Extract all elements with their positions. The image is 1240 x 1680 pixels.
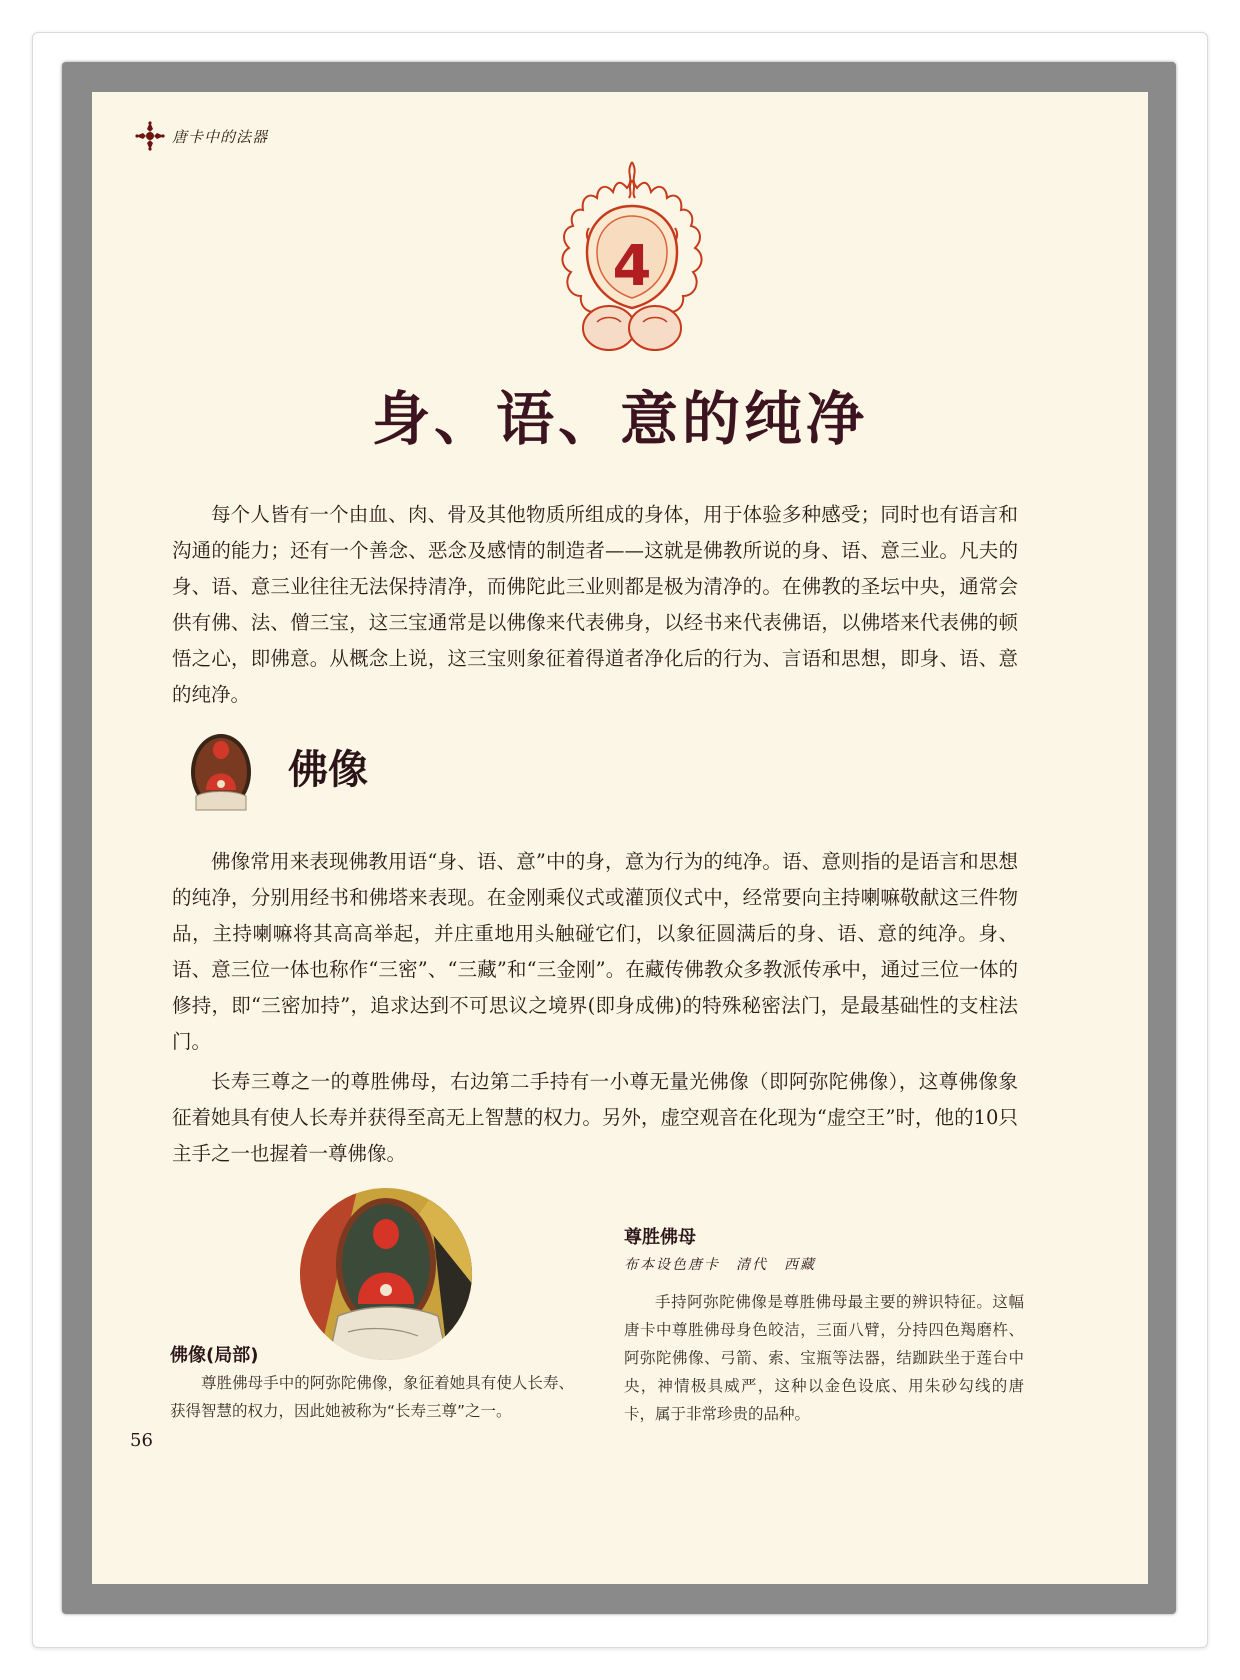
running-head [134, 120, 268, 152]
section-paragraph-2: 长寿三尊之一的尊胜佛母，右边第二手持有一小尊无量光佛像（即阿弥陀佛像），这尊佛像象征着她具有使人长寿并获得至高无上智慧的权力。另外，虚空观音在化现为“虚空王”时，他的10只主手之一也握着一尊佛像。 [172, 1070, 1018, 1165]
caption-right-body: 手持阿弥陀佛像是尊胜佛母最主要的辨识特征。这幅唐卡中尊胜佛母身色皎洁，三面八臂，分持四色羯磨杵、阿弥陀佛像、弓箭、索、宝瓶等法器，结跏趺坐于莲台中央，神情极具威严，这种以金色设底、用朱砂勾线的唐卡，属于非常珍贵的品种。 [624, 1293, 1024, 1423]
caption-left-body: 尊胜佛母手中的阿弥陀佛像，象征着她具有使人长寿、获得智慧的权力，因此她被称为“长寿三尊”之一。 [170, 1374, 574, 1420]
section-paragraph-1: 佛像常用来表现佛教用语“身、语、意”中的身，意为行为的纯净。语、意则指的是语言和思想的纯净，分别用经书和佛塔来表现。在金刚乘仪式或灌顶仪式中，经常要向主持喇嘛敬献这三件物品，主持喇嘛将其高高举起，并庄重地用头触碰它们，以象征圆满后的身、语、意的纯净。身、语、意三位一体也称作“三密”、“三藏”和“三金刚”。在藏传佛教众多教派传承中，通过三位一体的修持，即“三密加持”，追求达到不可思议之境界(即身成佛)的特殊秘密法门，是最基础性的支柱法门。 [172, 850, 1018, 1053]
caption-right-subtitle: 布本设色唐卡 清代 西藏 [624, 1257, 816, 1273]
running-head-text: 唐卡中的法器 [172, 127, 269, 146]
chapter-title: 身、语、意的纯净 [371, 385, 868, 453]
dorje-cross-icon [134, 120, 166, 152]
intro-paragraph: 每个人皆有一个由血、肉、骨及其他物质所组成的身体，用于体验多种感受；同时也有语言和沟通的能力；还有一个善念、恶念及感情的制造者——这就是佛教所说的身、语、意三业。凡夫的身、语、意三业往往无法保持清净，而佛陀此三业则都是极为清净的。在佛教的圣坛中央，通常会供有佛、法、僧三宝，这三宝通常是以佛像来代表佛身，以经书来代表佛语，以佛塔来代表佛的顿悟之心，即佛意。从概念上说，这三宝则象征着得道者净化后的行为、言语和思想，即身、语、意的纯净。 [172, 503, 1018, 706]
caption-right-title: 尊胜佛母 [624, 1227, 696, 1248]
chapter-number: 4 [612, 234, 652, 299]
book-page [92, 92, 1148, 1584]
buddha-detail-image [298, 1186, 474, 1362]
caption-left-title: 佛像(局部) [170, 1345, 259, 1366]
section-title: 佛像 [288, 747, 368, 793]
buddha-thumbnail-icon [188, 732, 254, 814]
page-number: 56 [130, 1430, 153, 1451]
